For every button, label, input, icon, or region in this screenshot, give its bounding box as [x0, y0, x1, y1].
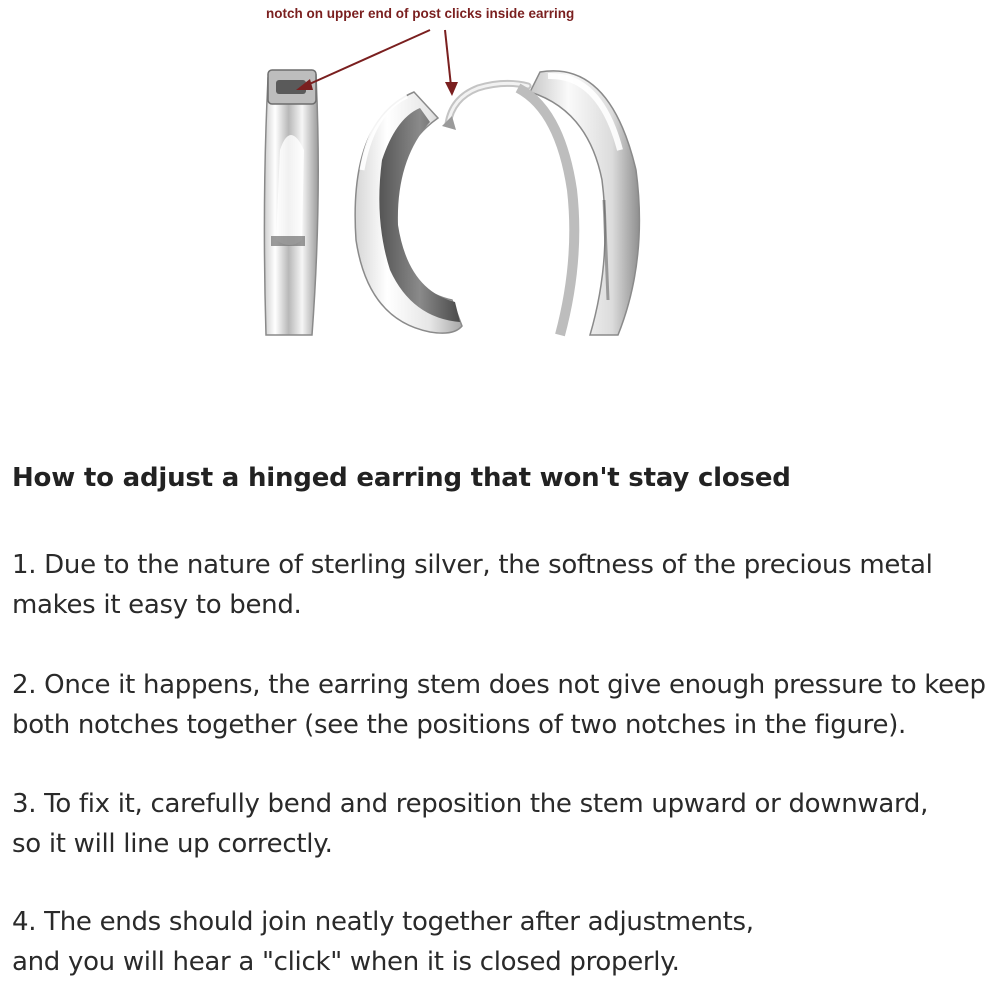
step-2-line-2: both notches together (see the positions of two notches in the figure). — [12, 710, 907, 740]
earring-figure — [0, 0, 1000, 360]
earring-closed-hoop — [518, 71, 639, 335]
step-3-line-2: so it will line up correctly. — [12, 829, 333, 859]
figure-caption: notch on upper end of post clicks inside earring — [266, 6, 575, 21]
step-1-line-1: 1. Due to the nature of sterling silver, the softness of the precious metal — [12, 550, 933, 580]
step-4-line-2: and you will hear a "click" when it is closed properly. — [12, 947, 680, 977]
step-2 — [12, 665, 986, 745]
step-4 — [12, 902, 754, 982]
step-3 — [12, 784, 928, 864]
step-3-line-1: 3. To fix it, carefully bend and reposition the stem upward or downward, — [12, 789, 929, 819]
earring-side-view — [264, 70, 318, 335]
instructions-heading: How to adjust a hinged earring that won't stay closed — [12, 463, 791, 493]
step-2-line-1: 2. Once it happens, the earring stem does not give enough pressure to keep — [12, 670, 986, 700]
step-4-line-1: 4. The ends should join neatly together after adjustments, — [12, 907, 754, 937]
step-1-line-2: makes it easy to bend. — [12, 590, 302, 620]
annotation-arrows — [296, 30, 458, 96]
earring-illustration — [0, 0, 1000, 360]
step-1 — [12, 545, 933, 625]
earring-open-hoop — [355, 83, 528, 333]
